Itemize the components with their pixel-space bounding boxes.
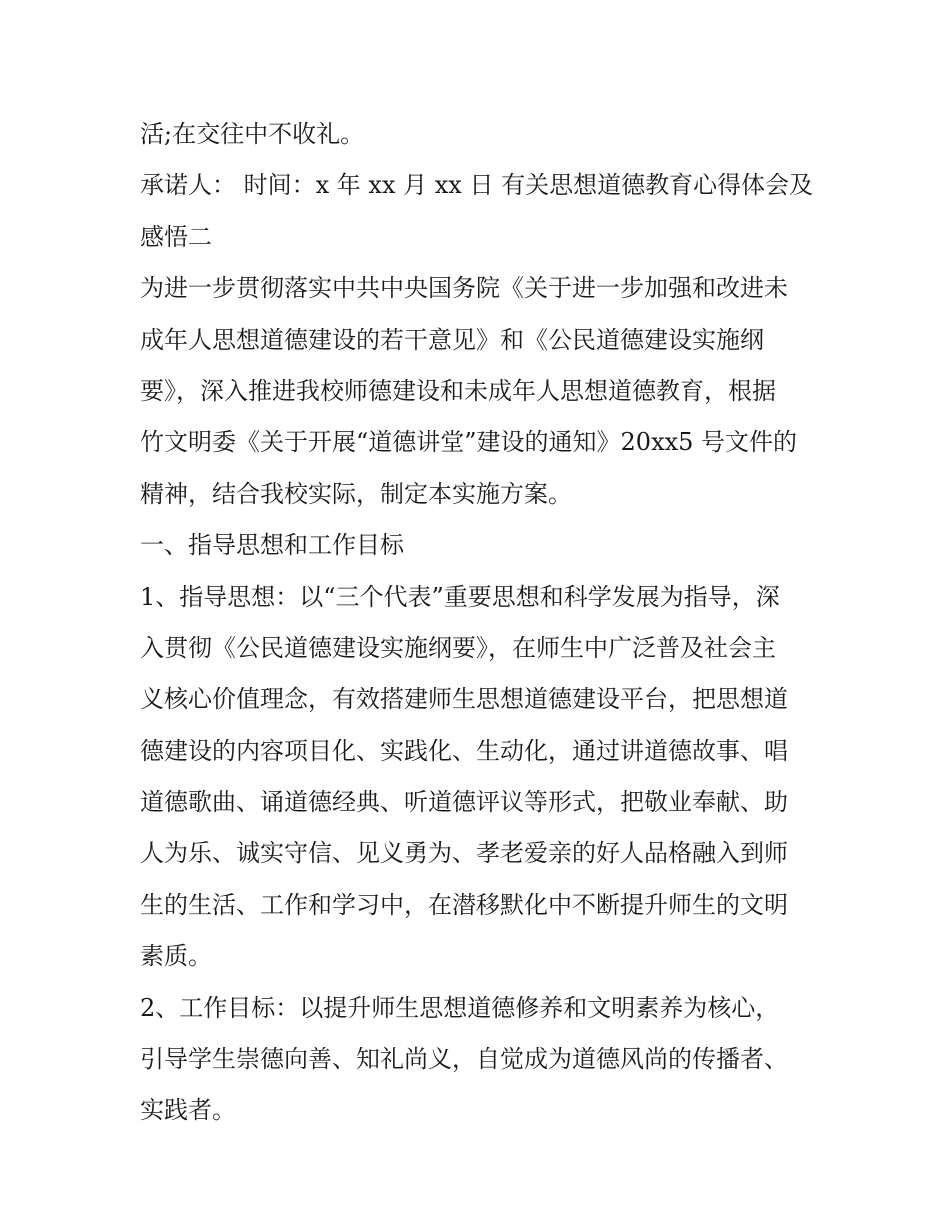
text-line: 德建设的内容项目化、实践化、生动化，通过讲道德故事、唱 [140, 736, 788, 765]
text-line: 感悟二 [140, 222, 212, 251]
text-line: 素质。 [140, 942, 212, 971]
text-line: 入贯彻《公民道德建设实施纲要》，在师生中广泛普及社会主 [140, 633, 776, 662]
text-line: 要》，深入推进我校师德建设和未成年人思想道德教育，根据 [140, 376, 776, 405]
section-heading: 一、指导思想和工作目标 [140, 531, 404, 560]
text-line: 实践者。 [140, 1096, 236, 1125]
text-line: 成年人思想道德建设的若干意见》和《公民道德建设实施纲 [140, 325, 764, 354]
text-line: 1、指导思想：以“三个代表”重要思想和科学发展为指导，深 [140, 582, 780, 611]
text-line: 生的生活、工作和学习中，在潜移默化中不断提升师生的文明 [140, 890, 788, 919]
document-body [140, 109, 820, 1137]
text-line: 义核心价值理念，有效搭建师生思想道德建设平台，把思想道 [140, 685, 788, 714]
text-line: 承诺人： 时间：x 年 xx 月 xx 日 有关思想道德教育心得体会及 [140, 171, 814, 200]
text-line: 为进一步贯彻落实中共中央国务院《关于进一步加强和改进未 [140, 274, 788, 303]
text-line: 活;在交往中不收礼。 [140, 120, 365, 148]
text-line: 精神，结合我校实际，制定本实施方案。 [140, 479, 572, 508]
text-line: 道德歌曲、诵道德经典、听道德评议等形式，把敬业奉献、助 [140, 788, 788, 817]
text-line: 2、工作目标：以提升师生思想道德修养和文明素养为核心， [140, 993, 780, 1022]
text-line: 人为乐、诚实守信、见义勇为、孝老爱亲的好人品格融入到师 [140, 839, 788, 868]
text-line: 竹文明委《关于开展“道德讲堂”建设的通知》20xx5 号文件的 [140, 428, 798, 457]
text-line: 引导学生崇德向善、知礼尚义，自觉成为道德风尚的传播者、 [140, 1045, 788, 1074]
